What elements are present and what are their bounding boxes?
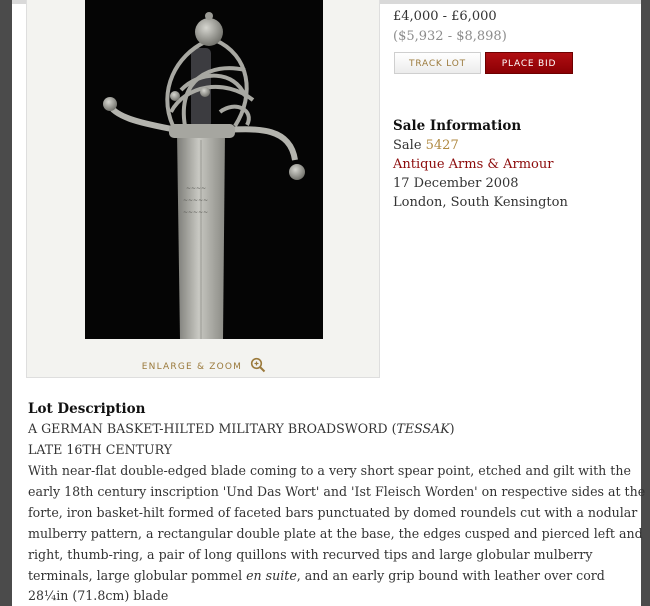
window-frame-right [641, 0, 650, 606]
svg-text:~~~~~: ~~~~~ [183, 209, 209, 216]
lot-desc-line: forte, iron basket-hilt formed of faceted bars punctuated by domed roundels cut with a nodular [28, 505, 638, 520]
lot-image[interactable] [85, 0, 323, 339]
lot-title-prefix: A GERMAN BASKET-HILTED MILITARY BROADSWORD ( [28, 421, 397, 436]
sale-date: 17 December 2008 [393, 176, 519, 191]
sale-location: London, South Kensington [393, 195, 568, 210]
track-lot-button[interactable]: TRACK LOT [394, 52, 481, 74]
lot-desc-line: right, thumb-ring, a pair of long quillons with recurved tips and large globular mulberry [28, 547, 593, 562]
price-estimate: £4,000 - £6,000 [393, 9, 497, 24]
lot-desc-line: early 18th century inscription 'Und Das Wort' and 'Ist Fleisch Worden' on respective sides at the [28, 484, 646, 499]
sale-number-link[interactable]: 5427 [425, 138, 459, 153]
svg-text:~~~~~: ~~~~~ [183, 197, 209, 204]
sale-information-heading: Sale Information [393, 118, 522, 134]
lot-title-italic: TESSAK [396, 421, 450, 436]
window-frame-left [0, 0, 12, 606]
lot-size-line: 28¼in (71.8cm) blade [28, 588, 169, 603]
price-estimate-usd: ($5,932 - $8,898) [393, 29, 507, 44]
lot-title [28, 421, 455, 436]
sale-number-prefix: Sale [393, 138, 426, 153]
lot-desc-line [28, 568, 605, 583]
place-bid-button[interactable]: PLACE BID [485, 52, 573, 74]
magnifier-plus-icon [250, 357, 266, 376]
lot-image-panel [26, 0, 380, 378]
lot-date-line: LATE 16TH CENTURY [28, 442, 173, 457]
lot-desc-suffix: , and an early grip bound with leather over cord [296, 568, 605, 583]
lot-desc-italic: en suite [246, 568, 297, 583]
lot-desc-line: With near-flat double-edged blade coming to a very short spear point, etched and gilt with the [28, 463, 631, 478]
enlarge-zoom-link[interactable] [27, 357, 381, 376]
lot-description-heading: Lot Description [28, 401, 146, 417]
lot-desc-line: mulberry pattern, a rectangular double plate at the base, the edges cusped and pierced left and [28, 526, 643, 541]
sale-number-line [393, 138, 459, 153]
enlarge-zoom-label: ENLARGE & ZOOM [141, 362, 243, 372]
sale-title-link[interactable]: Antique Arms & Armour [393, 157, 554, 172]
lot-desc-prefix: terminals, large globular pommel [28, 568, 247, 583]
svg-text:~~~~: ~~~~ [186, 185, 207, 192]
lot-title-suffix: ) [449, 421, 455, 436]
